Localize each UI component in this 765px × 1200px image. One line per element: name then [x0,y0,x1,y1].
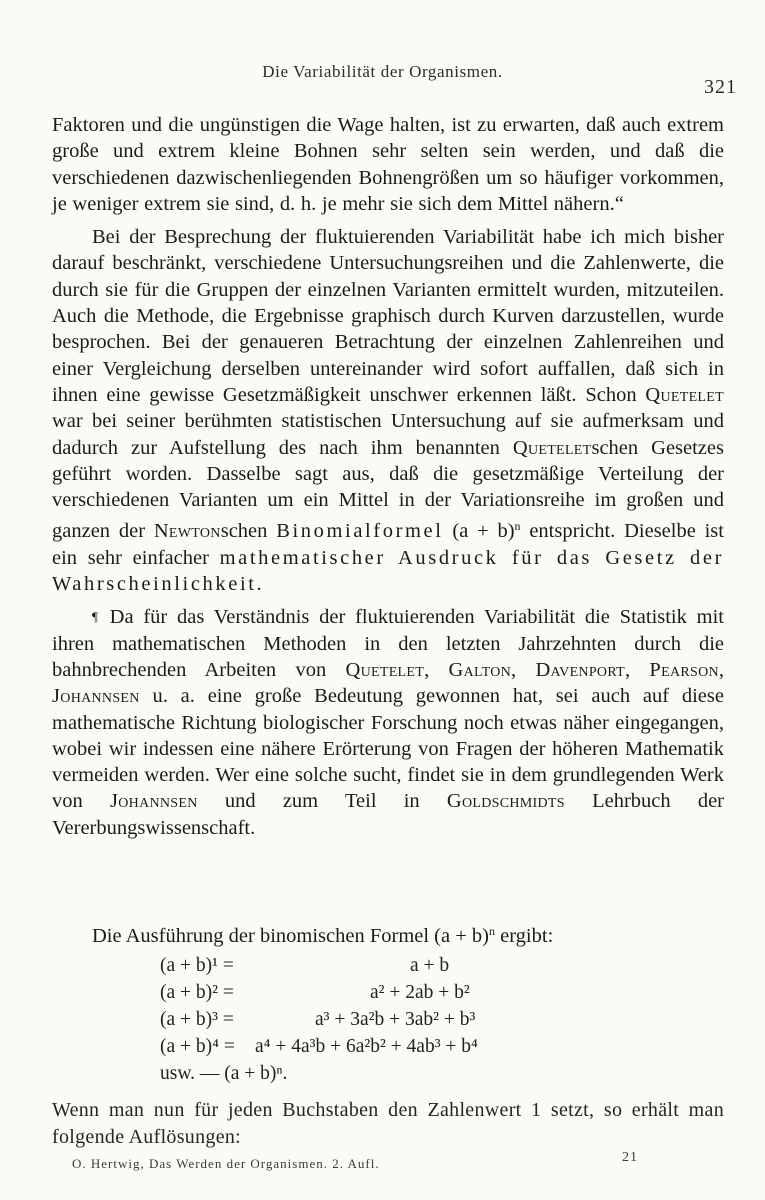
body-text [52,112,724,841]
author-name: Davenport [535,658,625,681]
formula-intro: Die Ausführung der binomischen Formel $(a + b)^n$ ergibt: [92,924,554,947]
running-head: Die Variabilität der Organismen. [262,62,503,81]
formula-lhs: (a + b)⁴ = [160,1036,235,1057]
footer-note: O. Hertwig, Das Werden der Organismen. 2. Aufl. [72,1156,380,1171]
author-name: Pearson [649,658,719,681]
formula-rhs: a³ + 3a²b + 3ab² + b³ [315,1009,476,1030]
signature-mark: 21 [622,1150,638,1165]
author-name: Johannsen [52,685,140,708]
formula-rhs: a + b [410,955,450,976]
author-name: Quetelet [345,658,425,681]
emphasis-binomial: Binomialformel [276,520,444,543]
author-name: Quetelet [512,436,592,459]
formula-usw: usw. — (a + b)ⁿ. [160,1063,288,1084]
formula-lhs: (a + b)² = [160,982,234,1003]
emphasis-expression: mathematischer Ausdruck für das Gesetz der Wahrscheinlichkeit [52,546,724,596]
page-number: 321 [704,76,737,98]
closing-text: Wenn man nun für jeden Buchstaben den Zahlenwert 1 setzt, so erhält man folgende Auflösungen: [52,1099,724,1148]
paragraph-3: ¶ Da für das Verständnis der fluktuierenden Variabilität die Statistik mit ihren mathematischen Methoden in den letzten Jahrzehnten durch die bahnbrechenden Arbeiten von Quetelet, Galton, Davenport, Pearson, Johannsen u. a. eine große Bedeutung gewonnen hat, sei auch auf diese mathematische Richtung biologischer Forschung noch etwas näher eingegangen, wobei wir indessen eine nähere Erörterung von Fragen der höheren Mathematik vermeiden werden. Wer eine solche sucht, findet sie in dem grundlegenden Werk von Johannsen und zum Teil in Goldschmidts Lehrbuch der Vererbungswissenschaft. [52,606,725,839]
paragraph-mark-icon: ¶ [92,609,98,625]
formula-lhs: (a + b)³ = [160,1009,234,1030]
paragraph-2: Bei der Besprechung der fluktuierenden Variabilität habe ich mich bisher darauf beschränkt, verschiedene Untersuchungsreihen und die Zahlenwerte, die durch sie für die Gruppen der einzelnen Varianten ermittelt wurden, mitzuteilen. Auch die Methode, die Ergebnisse graphisch durch Kurven darzustellen, wurde besprochen. Bei der genaueren Betrachtung der einzelnen Zahlenreihen und einer Vergleichung derselben untereinander wird sofort auffallen, daß sich in ihnen eine gewisse Gesetzmäßigkeit unschwer erkennen läßt. Schon Quetelet war bei seiner berühmten statistischen Untersuchung auf sie aufmerksam und dadurch zur Aufstellung des nach ihm benannten Queteletschen Gesetzes geführt worden. Dasselbe sagt aus, daß die gesetzmäßige Verteilung der verschiedenen Varianten um ein Mittel in der Variationsreihe im großen und ganzen der Newtonschen Binomialformel $(a + b)^n$ entspricht. Dieselbe ist ein sehr einfacher mathematischer Ausdruck für das Gesetz der Wahrscheinlichkeit. [52,226,724,596]
paragraph-1: Faktoren und die ungünstigen die Wage halten, ist zu erwarten, daß auch extrem große und extrem kleine Bohnen sehr selten sein werden, und daß die verschiedenen dazwischenliegenden Bohnengrößen um so häufiger vorkommen, je weniger extrem sie sind, d. h. je mehr sie sich dem Mittel nähern.“ [52,114,724,215]
author-name: Quetelet [645,383,724,406]
formula-row-4 [160,1036,478,1058]
formula-rhs: a² + 2ab + b² [370,982,470,1003]
author-name: Newton [153,520,221,543]
author-name: Johannsen [109,790,198,813]
formula-rhs: a⁴ + 4a³b + 6a²b² + 4ab³ + b⁴ [255,1036,478,1057]
author-name: Goldschmidts [446,790,565,813]
formula-row-2 [160,982,470,1004]
formula-row-3 [160,1009,476,1031]
formula-row-1 [160,955,450,977]
formula-lhs: (a + b)¹ = [160,955,234,976]
author-name: Galton [448,658,512,681]
